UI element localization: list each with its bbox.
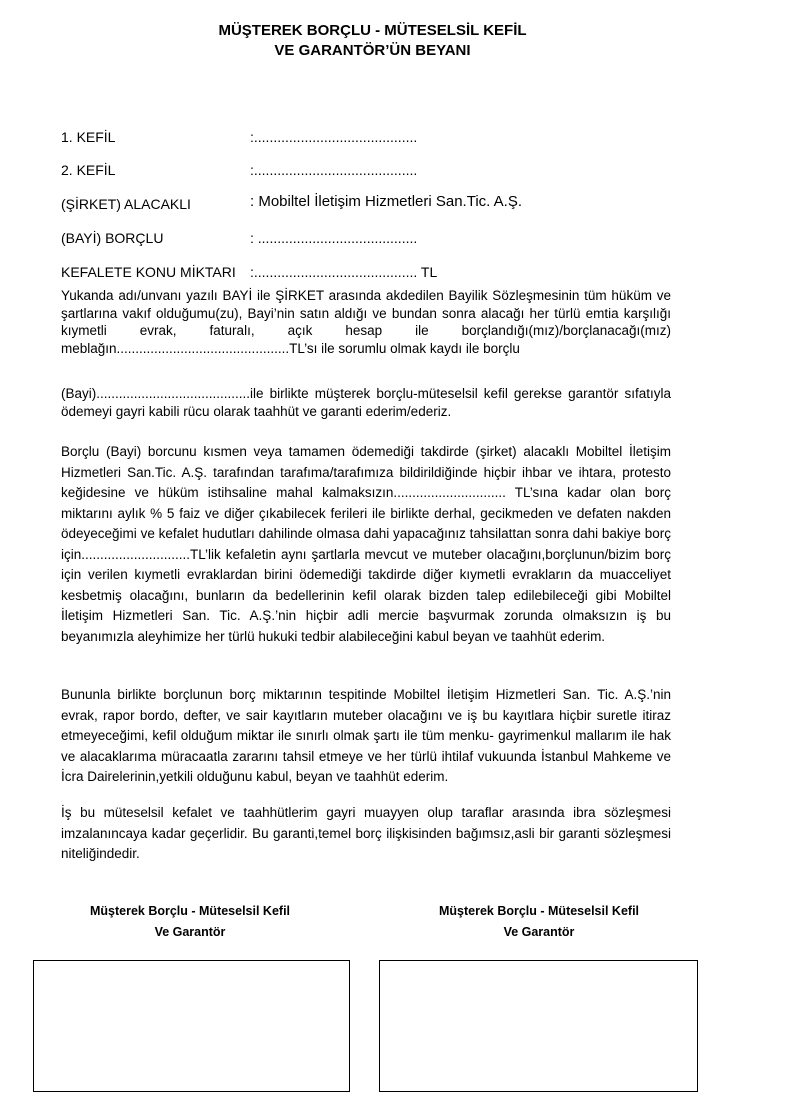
paragraph-5: İş bu müteselsil kefalet ve taahhütlerim gayri muayyen olup taraflar arasında ibra sözleşmesi imzalanıncaya kadar geçerlidir. Bu garanti,temel borç ilişkisinden bağımsız,asli bir garanti sözleşmesi niteliğindedir. [61, 805, 671, 861]
field-label: (BAYİ) BORÇLU [61, 230, 164, 246]
field-label: (ŞİRKET) ALACAKLI [61, 196, 191, 212]
field-value: : Mobiltel İletişim Hizmetleri San.Tic. A.Ş. [250, 193, 523, 210]
field-value: :.......................................... [250, 162, 418, 178]
signature-title-line-2: Ve Garantör [154, 925, 226, 939]
field-value: :.......................................... [250, 129, 418, 145]
signature-box-right[interactable] [379, 960, 698, 1092]
signature-title-line-1: Müşterek Borçlu - Müteselsil Kefil [438, 904, 640, 918]
paragraph-1: Yukanda adı/unvanı yazılı BAYİ ile ŞİRKET arasında akdedilen Bayilik Sözleşmesinin tüm hüküm ve şartlarına vakıf olduğumu(zu), Bayi’nin satın aldığı ve bundan sonra alacağı her türlü emtia karşılığı kıymetli evrak, faturalı, açık hesap ile borçlandığı(mız)/borçlanacağı(mız) meblağın..............................................TL’sı ile sorumlu olmak kaydı ile borçlu [61, 288, 671, 356]
title-line-1: MÜŞTEREK BORÇLU - MÜTESELSİL KEFİL [218, 22, 527, 39]
paragraph-3: Borçlu (Bayi) borcunu kısmen veya tamamen ödemediği takdirde (şirket) alacaklı Mobiltel İletişim Hizmetleri San.Tic. A.Ş. tarafından tarafıma/tarafımıza bildirildiğinde hiçbir ihbar ve ihtara, protesto keğidesine ve hüküm istihsaline mahal kalmaksızın.............................. TL’sına kadar olan borç miktarını aylık % 5 faiz ve diğer çıkabilecek ferileri ile birlikte derhal, gecikmeden ve defaten nakden ödeyeceğimi ve kefalet hudutları dahilinde olmasa dahi yapacağınız tahsilattan sonra dahi bakiye borç için.............................TL’lik kefaletin aynı şartlarla mevcut ve muteber olacağını,borçlunun/bizim borç için verilen kıymetli evraklardan birini ödemediği takdirde diğer kıymetli evrakların da muacceliyet kesbetmiş olacağını, bunların da bedellerinin kefil olarak bizden talep edilebileceği gibi Mobiltel İletişim Hizmetleri San. Tic. A.Ş.’nin hiçbir adli mercie başvurmak zorunda olmaksızın iş bu beyanımızla aleyhimize her türlü hukuki tedbir alabileceğini kabul beyan ve taahhüt ederim. [61, 444, 671, 644]
paragraph-4: Bununla birlikte borçlunun borç miktarının tespitinde Mobiltel İletişim Hizmetleri San. Tic. A.Ş.’nin evrak, rapor bordo, defter, ve sair kayıtların muteber olacağını ve iş bu kayıtlara hiçbir suretle itiraz etmeyeceğimi, kefil olduğum miktar ile sınırlı olmak şartı ile tüm menku- gayrimenkul mallarım ile hak ve alacaklarıma müracaatla zararını tahsil etmeye ve her türlü ihtilaf vukuunda İstanbul Mahkeme ve İcra Dairelerinin,yetkili olduğunu kabul, beyan ve taahhüt ederim. [61, 687, 671, 784]
signature-title-line-2: Ve Garantör [503, 925, 575, 939]
field-value: : ......................................... [250, 230, 418, 246]
signature-title-line-1: Müşterek Borçlu - Müteselsil Kefil [89, 904, 291, 918]
field-label: 1. KEFİL [61, 129, 116, 145]
field-value: :.......................................... TL [250, 264, 438, 280]
signature-title-left [40, 901, 340, 943]
signature-title-right [389, 901, 689, 943]
field-label: 2. KEFİL [61, 162, 116, 178]
field-label: KEFALETE KONU MİKTARI [61, 264, 236, 280]
signature-box-left[interactable] [33, 960, 350, 1092]
title-line-2: VE GARANTÖR’ÜN BEYANI [274, 42, 471, 59]
paragraph-2: (Bayi).........................................ile birlikte müşterek borçlu-müteselsil kefil gerekse garantör sıfatıyla ödemeyi gayri kabili rücu olarak taahhüt ve garanti ederim/ederiz. [61, 386, 671, 419]
